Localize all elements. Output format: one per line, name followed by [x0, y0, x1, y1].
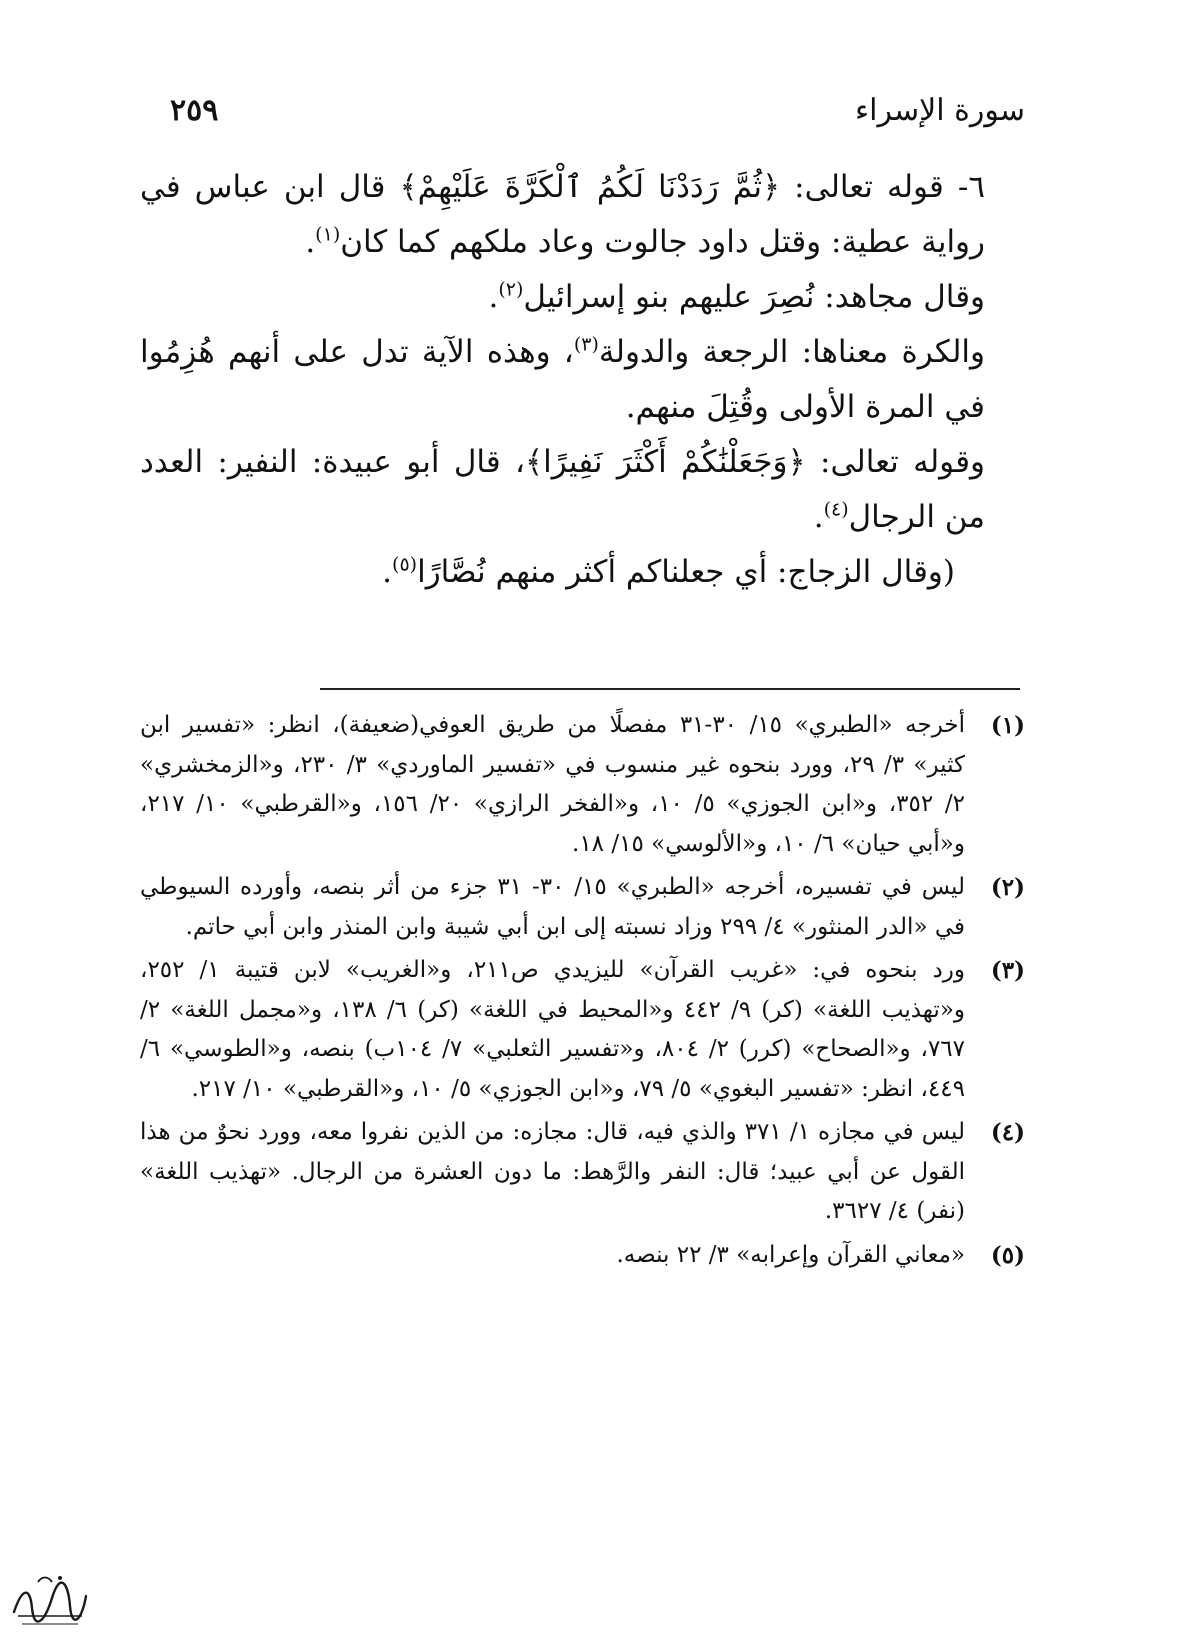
surah-title: سورة الإسراء — [855, 92, 1025, 128]
text-run: . — [305, 224, 316, 260]
text-run: (وقال الزجاج: أي جعلناكم أكثر منهم نُصَّارًا — [417, 554, 955, 590]
footnote-text: ورد بنحوه في: «غريب القرآن» لليزيدي ص٢١١، و«الغريب» لابن قتيبة ١/ ٢٥٢، و«تهذيب اللغة» (كر) ٩/ ٤٤٢ و«المحيط في اللغة» (كر) ٦/ ١٣٨، و«مجمل اللغة» ٢/ ٧٦٧، و«الصحاح» (كرر) ٢/ ٨٠٤، و«تفسير الثعلبي» ٧/ ١٠٤ب) بنصه، و«الطوسي» ٦/ ٤٤٩، انظر: «تفسير البغوي» ٥/ ٧٩، و«ابن الجوزي» ٥/ ١٠، و«القرطبي» ١٠/ ٢١٧. — [140, 957, 966, 1102]
text-run: . — [382, 554, 393, 590]
footnote-divider — [320, 688, 1020, 690]
text-run: ٦- قوله تعالى: — [780, 169, 986, 205]
page-header — [170, 88, 1025, 132]
footnote-2 — [140, 868, 1025, 947]
footnote-1 — [140, 706, 1025, 864]
footnote-ref-5[interactable]: (٥) — [392, 553, 418, 576]
footnote-5 — [140, 1236, 1025, 1276]
footnote-text: ليس في تفسيره، أخرجه «الطبري» ١٥/ ٣٠- ٣١ جزء من أثر بنصه، وأورده السيوطي في «الدر المنثور» ٤/ ٢٩٩ وزاد نسبته إلى ابن أبي شيبة وابن المنذر وابن أبي حاتم. — [140, 874, 966, 940]
footnote-ref-4[interactable]: (٤) — [823, 498, 849, 521]
quran-verse: ﴿ثُمَّ رَدَدْنَا لَكُمُ ٱلْكَرَّةَ عَلَيْهِمْ﴾ — [399, 169, 781, 205]
footnote-text: «معاني القرآن وإعرابه» ٣/ ٢٢ بنصه. — [616, 1241, 965, 1268]
quran-verse: ﴿وَجَعَلْنَٰكُمْ أَكْثَرَ نَفِيرًا﴾ — [525, 444, 806, 480]
paragraph-3 — [140, 325, 1025, 435]
footnote-text: أخرجه «الطبري» ١٥/ ٣٠-٣١ مفصلًا من طريق العوفي(ضعيفة)، انظر: «تفسير ابن كثير» ٣/ ٢٩، وورد بنحوه غير منسوب في «تفسير الماوردي» ٣/ ٢٣٠، و«الزمخشري» ٢/ ٣٥٢، و«ابن الجوزي» ٥/ ١٠، و«الفخر الرازي» ٢٠/ ١٥٦، و«القرطبي» ١٠/ ٢١٧، و«أبي حيان» ٦/ ١٠، و«الألوسي» ١٥/ ١٨. — [140, 712, 966, 857]
paragraph-4 — [140, 435, 1025, 545]
text-run: وقال مجاهد: نُصِرَ عليهم بنو إسرائيل — [523, 279, 985, 315]
text-run: وقوله تعالى: — [805, 444, 985, 480]
footnote-ref-2[interactable]: (٢) — [498, 278, 524, 301]
text-run: ، قال أبو عبيدة: النفير: العدد من الرجال — [140, 444, 985, 535]
text-run: ، وهذه الآية تدل على أنهم هُزِمُوا في المرة الأولى وقُتِلَ منهم. — [140, 334, 985, 425]
paragraph-2 — [140, 270, 1025, 325]
footnote-text: ليس في مجازه ١/ ٣٧١ والذي فيه، قال: مجازه: من الذين نفروا معه، وورد نحوٌ من هذا القول عن أبي عبيد؛ قال: النفر والرَّهط: ما دون العشرة من الرجال. «تهذيب اللغة» (نفر) ٤/ ٣٦٢٧. — [140, 1119, 966, 1224]
footnotes — [140, 706, 1025, 1275]
main-text — [140, 160, 1025, 600]
footnote-number: (٥) — [990, 1241, 1025, 1269]
footnote-number: (٤) — [990, 1119, 1025, 1146]
text-run: . — [813, 499, 824, 535]
footnote-number: (١) — [990, 712, 1025, 739]
text-run: . — [488, 279, 499, 315]
paragraph-5 — [140, 545, 1025, 600]
calligraphy-logo-icon — [8, 1568, 90, 1634]
footnote-4 — [140, 1113, 1025, 1232]
footnote-number: (٣) — [990, 957, 1025, 984]
footnote-3 — [140, 951, 1025, 1109]
text-run: قال ابن عباس في رواية عطية: وقتل داود جالوت وعاد ملكهم كما كان — [140, 169, 985, 260]
footnote-ref-3[interactable]: (٣) — [573, 333, 599, 356]
text-run: والكرة معناها: الرجعة والدولة — [598, 334, 986, 370]
paragraph-1 — [140, 160, 1025, 270]
footnote-ref-1[interactable]: (١) — [315, 223, 341, 246]
page-number: ٢٥٩ — [170, 92, 219, 128]
footnote-number: (٢) — [990, 874, 1025, 901]
